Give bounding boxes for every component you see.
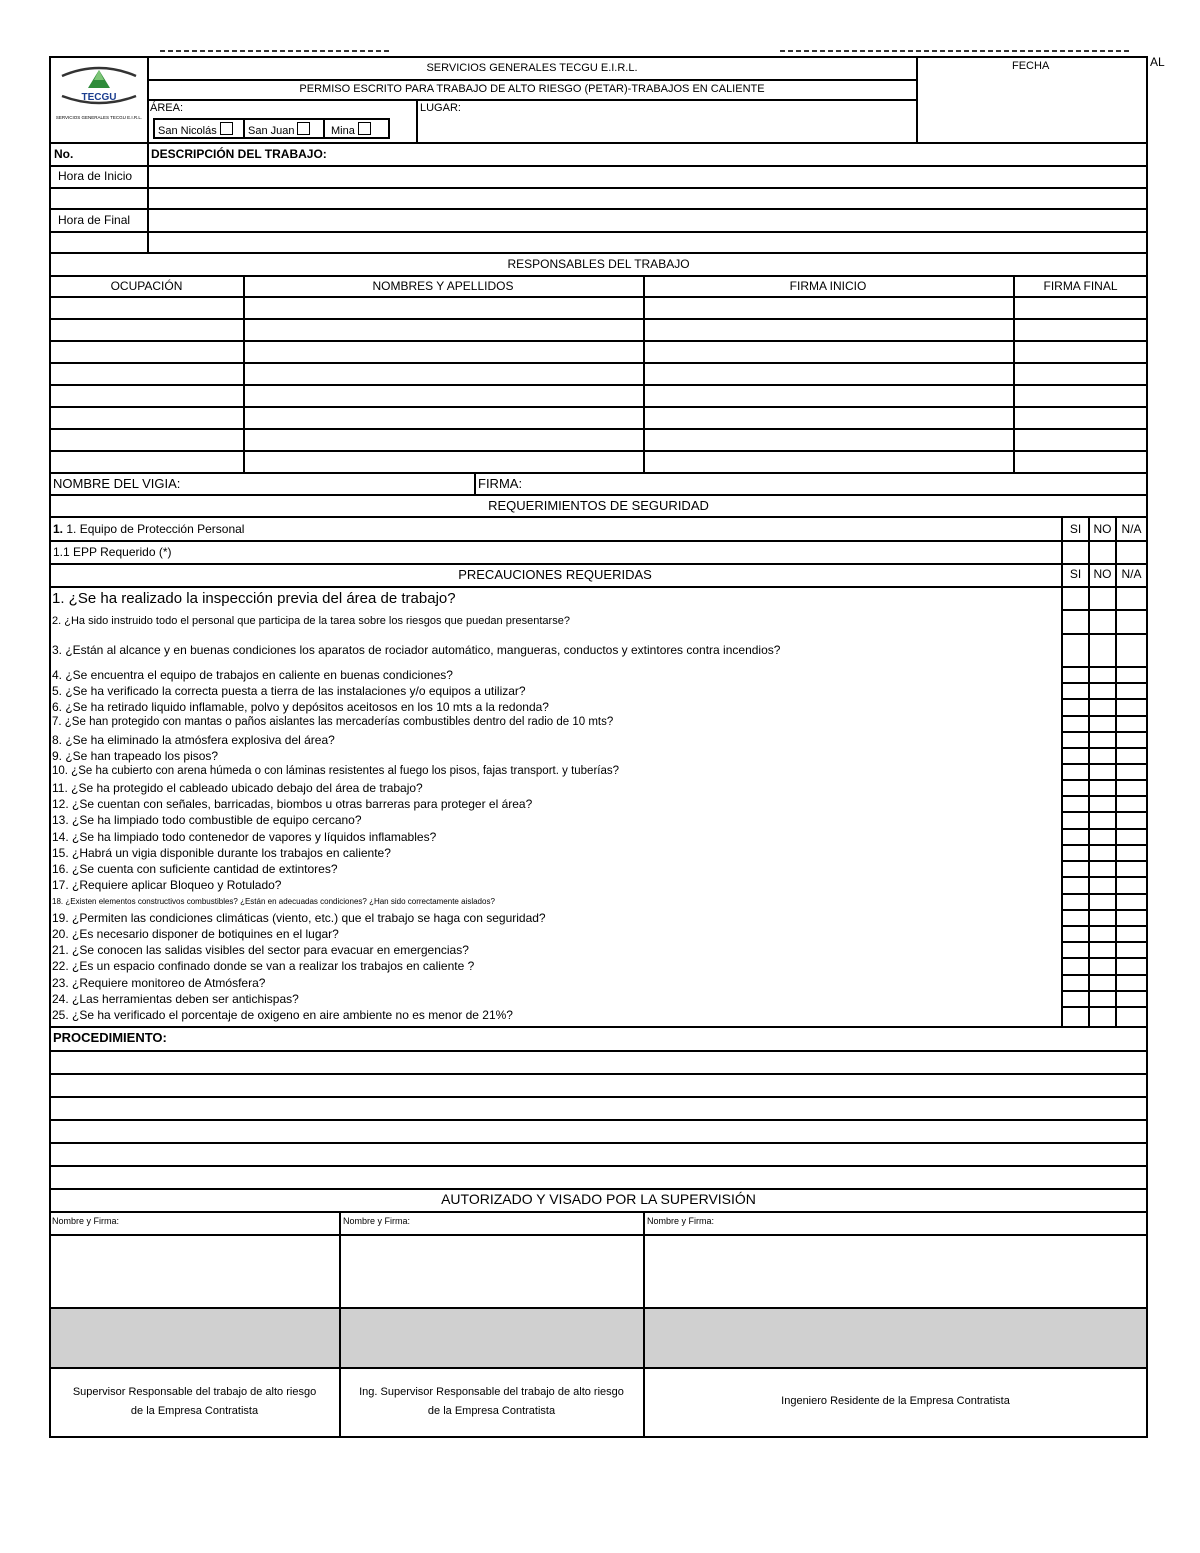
question-12: 12. ¿Se cuentan con señales, barricadas, biombos u otras barreras para proteger el área? — [52, 797, 533, 811]
area-option-label: San Nicolás — [158, 125, 217, 137]
hora-inicio-label: Hora de Inicio — [58, 169, 133, 183]
question-1: 1. ¿Se ha realizado la inspección previa del área de trabajo? — [52, 590, 456, 607]
column-ocupacion: OCUPACIÓN — [110, 279, 183, 293]
lugar-label: LUGAR: — [420, 102, 461, 114]
epp-title: 1. 1. Equipo de Protección Personal — [53, 522, 245, 536]
nombre-firma-1: Nombre y Firma: — [52, 1216, 120, 1226]
area-option-label: San Juan — [248, 125, 295, 137]
si-header: SI — [1069, 522, 1082, 536]
question-7: 7. ¿Se han protegido con mantas o paños aislantes las mercaderías combustibles dentro del radio de 10 mts? — [52, 716, 614, 728]
question-24: 24. ¿Las herramientas deben ser antichispas? — [52, 992, 299, 1006]
signature-gray-band — [50, 1308, 1147, 1367]
question-15: 15. ¿Habrá un vigia disponible durante los trabajos en caliente? — [52, 846, 391, 860]
question-6: 6. ¿Se ha retirado liquido inflamable, polvo y depósitos aceitosos en los 10 mts a la redonda? — [52, 700, 549, 714]
no-header-2: NO — [1093, 567, 1112, 581]
role-1-line-1: Supervisor Responsable del trabajo de alto riesgo — [72, 1386, 317, 1398]
fecha-label: FECHA — [1012, 60, 1050, 72]
no-label: No. — [54, 147, 74, 161]
question-11: 11. ¿Se ha protegido el cableado ubicado debajo del área de trabajo? — [52, 781, 423, 795]
question-2: 2. ¿Ha sido instruido todo el personal que participa de la tarea sobre los riesgos que puedan presentarse? — [52, 615, 570, 627]
question-20: 20. ¿Es necesario disponer de botiquines en el lugar? — [52, 927, 339, 941]
epp-item: 1.1 EPP Requerido (*) — [53, 545, 172, 559]
question-5: 5. ¿Se ha verificado la correcta puesta a tierra de las instalaciones y/o equipos a utilizar? — [52, 684, 526, 698]
role-2-line-2: de la Empresa Contratista — [427, 1405, 556, 1417]
question-19: 19. ¿Permiten las condiciones climáticas (viento, etc.) que el trabajo se haga con seguridad? — [52, 911, 546, 925]
area-label: ÁREA: — [150, 102, 184, 114]
edge-text: AL — [1150, 55, 1165, 69]
question-16: 16. ¿Se cuenta con suficiente cantidad de extintores? — [52, 862, 338, 876]
column-firma-final: FIRMA FINAL — [1043, 279, 1118, 293]
company-logo — [54, 62, 144, 134]
checkbox-icon[interactable] — [358, 122, 371, 135]
descripcion-label: DESCRIPCIÓN DEL TRABAJO: — [151, 147, 327, 161]
question-10: 10. ¿Se ha cubierto con arena húmeda o con láminas resistentes al fuego los pisos, fajas transport. y tuberías? — [52, 765, 620, 777]
question-9: 9. ¿Se han trapeado los pisos? — [52, 749, 219, 763]
question-8: 8. ¿Se ha eliminado la atmósfera explosiva del área? — [52, 733, 335, 747]
precauciones-title: PRECAUCIONES REQUERIDAS — [458, 567, 652, 582]
column-firma-inicio: FIRMA INICIO — [789, 279, 867, 293]
responsables-title: RESPONSABLES DEL TRABAJO — [507, 257, 690, 271]
question-22: 22. ¿Es un espacio confinado donde se van a realizar los trabajos en caliente ? — [52, 959, 475, 973]
seguridad-title: REQUERIMIENTOS DE SEGURIDAD — [488, 498, 709, 513]
question-18: 18. ¿Existen elementos constructivos combustibles? ¿Están en adecuadas condiciones? ¿Han sido correctamente aislados? — [52, 897, 495, 906]
question-23: 23. ¿Requiere monitoreo de Atmósfera? — [52, 976, 266, 990]
question-4: 4. ¿Se encuentra el equipo de trabajos en caliente en buenas condiciones? — [52, 668, 453, 682]
vigia-firma-label: FIRMA: — [478, 476, 523, 491]
nombre-firma-2: Nombre y Firma: — [343, 1216, 411, 1226]
area-option-label: Mina — [331, 125, 355, 137]
vigia-label: NOMBRE DEL VIGIA: — [53, 476, 181, 491]
role-1-line-2: de la Empresa Contratista — [130, 1405, 259, 1417]
question-17: 17. ¿Requiere aplicar Bloqueo y Rotulado? — [52, 878, 282, 892]
na-header: N/A — [1121, 522, 1142, 536]
column-nombres: NOMBRES Y APELLIDOS — [372, 279, 514, 293]
role-3: Ingeniero Residente de la Empresa Contratista — [781, 1395, 1010, 1407]
na-header-2: N/A — [1121, 567, 1142, 581]
partial-top-text — [160, 48, 390, 54]
question-14: 14. ¿Se ha limpiado todo contenedor de vapores y líquidos inflamables? — [52, 830, 437, 844]
form-title: PERMISO ESCRITO PARA TRABAJO DE ALTO RIESGO (PETAR)-TRABAJOS EN CALIENTE — [299, 83, 765, 95]
company-name: SERVICIOS GENERALES TECGU E.I.R.L. — [426, 62, 638, 74]
epp-title-text: 1. Equipo de Protección Personal — [66, 522, 245, 536]
procedimiento-label: PROCEDIMIENTO: — [53, 1030, 167, 1045]
supervision-title: AUTORIZADO Y VISADO POR LA SUPERVISIÓN — [441, 1191, 756, 1207]
question-3: 3. ¿Están al alcance y en buenas condiciones los aparatos de rociador automático, mangueras, conductos y extintores contra incendios? — [52, 643, 781, 657]
logo-text: TECGU — [81, 92, 117, 103]
partial-top-text-right — [780, 48, 1130, 54]
question-25: 25. ¿Se ha verificado el porcentaje de oxigeno en aire ambiente no es menor de 21%? — [52, 1008, 513, 1022]
question-21: 21. ¿Se conocen las salidas visibles del sector para evacuar en emergencias? — [52, 943, 469, 957]
nombre-firma-3: Nombre y Firma: — [647, 1216, 715, 1226]
role-2-line-1: Ing. Supervisor Responsable del trabajo de alto riesgo — [359, 1386, 624, 1398]
logo-subtext: SERVICIOS GENERALES TECGU E.I.R.L. — [55, 115, 143, 120]
area-option-san-nicolas[interactable] — [158, 122, 233, 137]
question-13: 13. ¿Se ha limpiado todo combustible de equipo cercano? — [52, 813, 362, 827]
area-option-san-juan[interactable] — [248, 122, 310, 137]
area-option-mina[interactable] — [331, 122, 371, 137]
checkbox-icon[interactable] — [220, 122, 233, 135]
hora-final-label: Hora de Final — [58, 213, 131, 227]
si-header-2: SI — [1069, 567, 1082, 581]
no-header: NO — [1093, 522, 1112, 536]
checkbox-icon[interactable] — [297, 122, 310, 135]
